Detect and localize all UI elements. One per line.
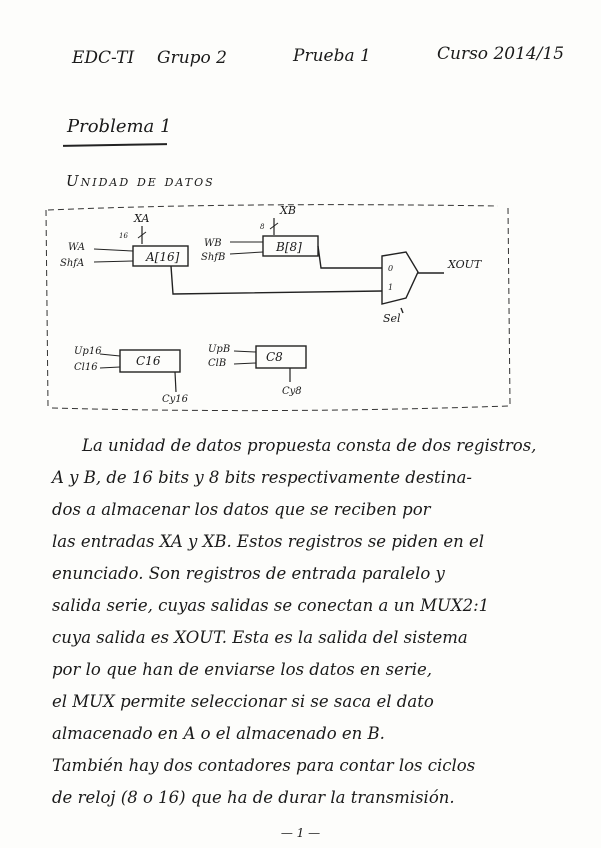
- mux-input-1: 1: [388, 283, 394, 292]
- body-line: dos a almacenar los datos que se reciben por: [52, 500, 431, 519]
- register-b-label: B[8]: [276, 240, 302, 254]
- body-line: almacenado en A o el almacenado en B.: [52, 724, 385, 743]
- register-b-input-label: XB: [280, 204, 296, 217]
- course-code: EDC-TI: [72, 48, 135, 68]
- register-a-width-label: 16: [119, 232, 128, 240]
- counter-8-clear-label: ClB: [208, 358, 227, 369]
- group-label: Grupo 2: [157, 48, 227, 68]
- register-a-label: A[16]: [146, 250, 180, 264]
- title-underline: [63, 143, 167, 147]
- body-line: La unidad de datos propuesta consta de dos registros,: [82, 436, 537, 455]
- academic-year: Curso 2014/15: [437, 44, 565, 64]
- counter-16-clear-label: Cl16: [74, 362, 98, 373]
- register-a-input-label: XA: [134, 212, 150, 225]
- register-a-shift-label: ShfA: [60, 258, 85, 269]
- counter-16-up-label: Up16: [74, 346, 102, 357]
- page-number: — 1 —: [280, 826, 321, 840]
- multiplexer: [382, 252, 483, 325]
- problem-title: Problema 1: [67, 116, 172, 137]
- counter-8-carry-label: Cy8: [282, 386, 302, 397]
- counter-16-label: C16: [136, 354, 161, 368]
- counter-16: [74, 346, 189, 405]
- body-line: A y B, de 16 bits y 8 bits respectivamente destina-: [52, 468, 473, 487]
- data-unit-diagram: [38, 196, 568, 418]
- body-line: También hay dos contadores para contar los ciclos: [52, 756, 476, 775]
- section-title: Unidad de datos: [66, 172, 215, 190]
- register-a-write-label: WA: [68, 242, 86, 253]
- mux-input-0: 0: [388, 264, 394, 273]
- body-line: por lo que han de enviarse los datos en serie,: [52, 660, 433, 679]
- mux-select-label: Sel: [383, 312, 401, 325]
- body-line: enunciado. Son registros de entrada paralelo y: [52, 564, 445, 583]
- page-header: [0, 38, 601, 68]
- exam-label: Prueba 1: [293, 46, 371, 66]
- body-line: el MUX permite seleccionar si se saca el dato: [52, 692, 434, 711]
- body-line: las entradas XA y XB. Estos registros se piden en el: [52, 532, 485, 551]
- register-b-shift-label: ShfB: [201, 252, 226, 263]
- register-b-width-label: 8: [260, 223, 265, 231]
- counter-8: [208, 344, 306, 397]
- body-line: de reloj (8 o 16) que ha de durar la transmisión.: [52, 788, 455, 807]
- body-line: cuya salida es XOUT. Esta es la salida del sistema: [52, 628, 468, 647]
- counter-16-carry-label: Cy16: [162, 394, 189, 405]
- counter-8-label: C8: [266, 350, 283, 364]
- register-a: [60, 212, 188, 269]
- register-b-write-label: WB: [204, 238, 222, 249]
- body-line: salida serie, cuyas salidas se conectan a un MUX2:1: [52, 596, 490, 615]
- register-b: [201, 204, 318, 263]
- mux-output-label: XOUT: [448, 258, 482, 271]
- counter-8-up-label: UpB: [208, 344, 231, 355]
